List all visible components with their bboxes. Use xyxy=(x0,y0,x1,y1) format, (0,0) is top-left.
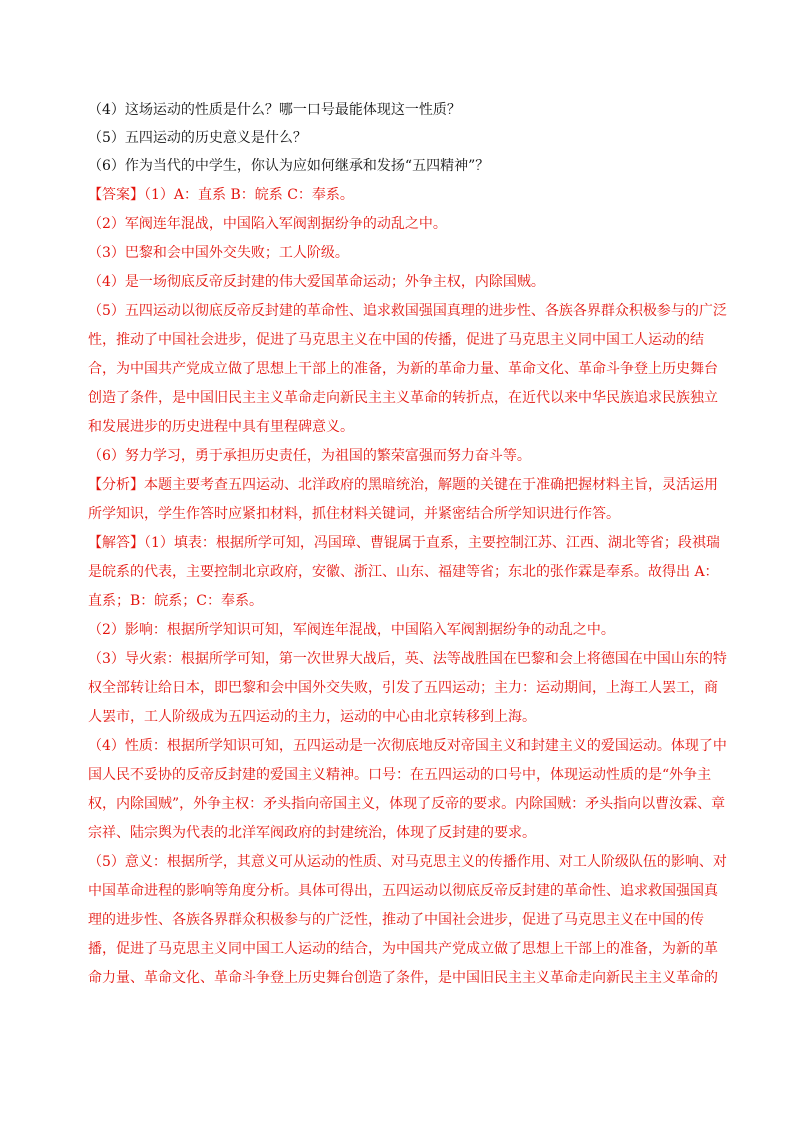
question-6: （6）作为当代的中学生，你认为应如何继承和发扬“五四精神”？ xyxy=(88,158,490,174)
solution-item-2: （2）影响：根据所学知识可知，军阀连年混战，中国陷入军阀割据纷争的动乱之中。 xyxy=(88,622,615,638)
question-4: （4）这场运动的性质是什么？哪一口号最能体现这一性质？ xyxy=(88,102,461,118)
answer-item-4: （4）是一场彻底反帝反封建的伟大爱国革命运动；外争主权，内除国贼。 xyxy=(88,274,545,290)
answer-tag: 【答案】 xyxy=(88,187,144,203)
answer-item-3: （3）巴黎和会中国外交失败；工人阶级。 xyxy=(88,245,349,261)
question-5: （5）五四运动的历史意义是什么？ xyxy=(88,130,307,146)
analysis-text: 本题主要考查五四运动、北洋政府的黑暗统治，解题的关键在于准确把握材料主旨，灵活运用所学知识，学生作答时应紧扣材料，抓住材料关键词，并紧密结合所学知识进行作答。 xyxy=(88,477,718,522)
solution-tag: 【解答】 xyxy=(88,535,144,551)
analysis-paragraph xyxy=(88,471,728,529)
answer-item-1 xyxy=(88,181,728,210)
solution-item-3: （3）导火索：根据所学可知，第一次世界大战后，英、法等战胜国在巴黎和会上将德国在中国山东的特权全部转让给日本，即巴黎和会中国外交失败，引发了五四运动；主力：运动期间，上海工人罢工，商人罢市，工人阶级成为五四运动的主力，运动的中心由北京转移到上海。 xyxy=(88,651,727,725)
solution-text-1: （1）填表：根据所学可知，冯国璋、曹锟属于直系，主要控制江苏、江西、湖北等省；段祺瑞是皖系的代表，主要控制北京政府，安徽、浙江、山东、福建等省；东北的张作霖是奉系。故得出 A：直系；B：皖系；C：奉系。 xyxy=(88,535,720,609)
answer-item-2: （2）军阀连年混战，中国陷入军阀割据纷争的动乱之中。 xyxy=(88,216,447,232)
answer-text-1: （1）A：直系 B：皖系 C：奉系。 xyxy=(144,187,354,203)
solution-item-1 xyxy=(88,529,728,616)
solution-item-4: （4）性质：根据所学知识可知，五四运动是一次彻底地反对帝国主义和封建主义的爱国运动。体现了中国人民不妥协的反帝反封建的爱国主义精神。口号：在五四运动的口号中，体现运动性质的是“外争主权，内除国贼”，外争主权：矛头指向帝国主义，体现了反帝的要求。内除国贼：矛头指向以曹汝霖、章宗祥、陆宗舆为代表的北洋军阀政府的封建统治，体现了反封建的要求。 xyxy=(88,738,727,841)
analysis-tag: 【分析】 xyxy=(88,477,144,493)
document-content xyxy=(88,96,728,993)
solution-item-5: （5）意义：根据所学，其意义可从运动的性质、对马克思主义的传播作用、对工人阶级队伍的影响、对中国革命进程的影响等角度分析。具体可得出，五四运动以彻底反帝反封建的革命性、追求救国强国真理的进步性、各族各界群众积极参与的广泛性，推动了中国社会进步，促进了马克思主义在中国的传播，促进了马克思主义同中国工人运动的结合，为中国共产党成立做了思想上干部上的准备，为新的革命力量、革命文化、革命斗争登上历史舞台创造了条件，是中国旧民主主义革命走向新民主主义革命的 xyxy=(88,854,727,986)
answer-item-6: （6）努力学习，勇于承担历史责任，为祖国的繁荣富强而努力奋斗等。 xyxy=(88,448,531,464)
answer-item-5: （5）五四运动以彻底反帝反封建的革命性、追求救国强国真理的进步性、各族各界群众积极参与的广泛性，推动了中国社会进步，促进了马克思主义在中国的传播，促进了马克思主义同中国工人运动的结合，为中国共产党成立做了思想上干部上的准备，为新的革命力量、革命文化、革命斗争登上历史舞台创造了条件，是中国旧民主主义革命走向新民主主义革命的转折点，在近代以来中华民族追求民族独立和发展进步的历史进程中具有里程碑意义。 xyxy=(88,303,727,435)
